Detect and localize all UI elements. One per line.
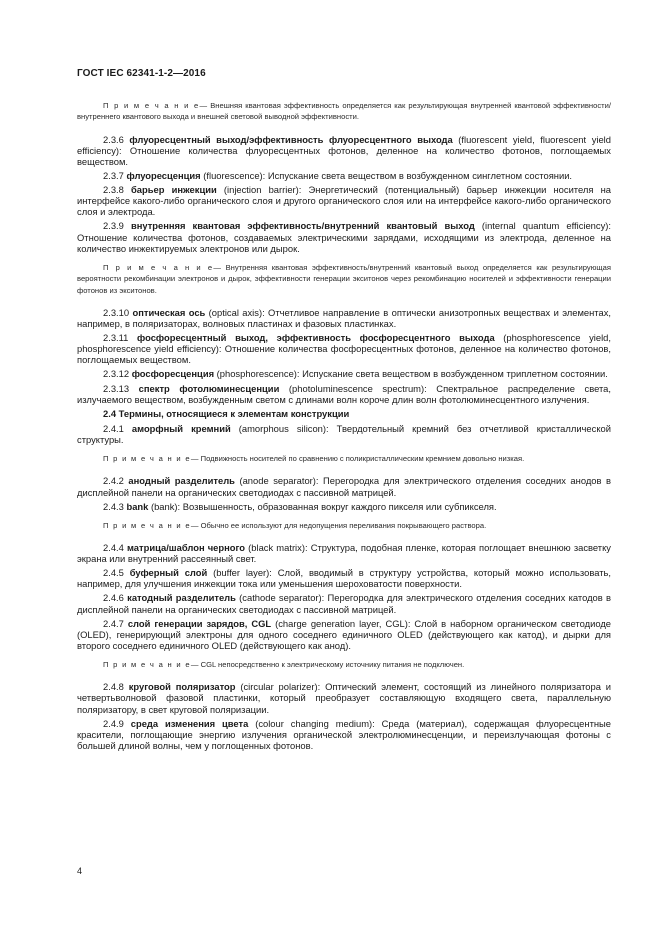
document-header: ГОСТ IEC 62341-1-2—2016 (77, 68, 206, 79)
term-definition (77, 592, 611, 614)
term-text: (phosphorescence yield, phosphorescence yield efficiency): Отношение количества фосфоресцентных фотонов, деленное на количество фотонов, поглощаемых веществом. (77, 332, 611, 366)
term-definition (77, 423, 611, 445)
term-number: 2.3.11 (103, 332, 129, 344)
term-text: (internal quantum efficiency): Отношение количества фотонов, создаваемых электрическими зарядами, исходящими из электрода, деленное на количество инжектируемых электронов или дырок. (77, 220, 611, 254)
term-name: слой генерации зарядов, CGL (127, 617, 272, 629)
term-name: буферный слой (129, 567, 208, 579)
note (77, 520, 611, 531)
note-text: — Подвижность носителей по сравнению с поликристаллическим кремнием довольно низкая. (190, 454, 525, 463)
term-number: 2.4.5 (103, 567, 124, 579)
term-definition (77, 542, 611, 564)
term-definition (77, 501, 611, 512)
term-text: (anode separator): Перегородка для электрического отделения соседних анодов в дисплейной панели на органических светодиодах с пассивной матрицей. (77, 475, 612, 498)
term-number: 2.3.6 (103, 133, 124, 145)
term-name: матрица/шаблон черного (127, 542, 246, 554)
term-definition (77, 184, 611, 217)
note-label: П р и м е ч а н и е (103, 520, 191, 530)
term-number: 2.3.13 (103, 382, 130, 394)
term-text: (circular polarizer): Оптический элемент, состоящий из линейного поляризатора и четвертьволновой фазовой пластинки, который преобразует составляющую входящего света, параллельную поляризатору, в свет круговой поляризации. (77, 681, 612, 715)
note (77, 100, 611, 123)
term-definition (77, 618, 611, 651)
term-definition (77, 332, 611, 365)
term-number: 2.4.9 (103, 717, 124, 729)
term-definition (77, 383, 611, 405)
term-text: (charge generation layer, CGL): Слой в наборном органическом светодиоде (OLED), генерирующий электроны для одного соседнего единичного OLED (действующего как катод), и дырки для второго соседнего единичного OLED (действующего как анод). (77, 617, 612, 651)
term-text: (bank): Возвышенность, образованная вокруг каждого пикселя или субпикселя. (148, 500, 497, 512)
note-label: П р и м е ч а н и е (103, 659, 191, 669)
term-number: 2.4.6 (103, 592, 124, 604)
term-name: круговой поляризатор (128, 681, 236, 693)
term-name: аморфный кремний (131, 422, 231, 434)
note-text: — Внутренняя квантовая эффективность/внутренний квантовый выход определяется как результирующая вероятности рекомбинации электронов и дырок, эффективности генерации экситонов через рекомбинацию носителей и эффективности генерации фотонов из экситонов. (77, 262, 611, 295)
term-number: 2.4.7 (103, 617, 124, 629)
term-number: 2.3.7 (103, 170, 124, 182)
term-number: 2.3.9 (103, 220, 124, 232)
term-text: (black matrix): Структура, подобная пленке, которая поглощает внешнюю засветку экрана или внутренний рассеянный свет. (77, 542, 611, 565)
term-number: 2.4.1 (103, 422, 124, 434)
term-definition (77, 170, 611, 181)
note-text: — Обычно ее используют для недопущения переливания покрывающего раствора. (190, 520, 487, 530)
term-definition (77, 718, 611, 751)
term-number: 2.4.8 (103, 681, 124, 693)
note-text: — Внешняя квантовая эффективность определяется как результирующая внутренней квантовой эффективности/внутреннего квантового выхода и внешней световой выводной эффективности. (77, 101, 611, 122)
term-number: 2.4.3 (103, 500, 124, 512)
term-text: (cathode separator): Перегородка для электрического отделения соседних катодов в дисплейной панели на органических светодиодах с пассивной матрицей. (77, 592, 611, 615)
term-name: анодный разделитель (128, 475, 235, 487)
term-definition (77, 567, 611, 589)
term-number: 2.3.12 (103, 368, 130, 380)
term-definition (77, 475, 611, 497)
term-text: (fluorescence): Испускание света веществом в возбужденном синглетном состоянии. (200, 170, 573, 182)
term-number: 2.4.4 (103, 542, 124, 554)
note-text: — CGL непосредственно к электрическому источнику питания не подключен. (190, 659, 465, 669)
term-name: среда изменения цвета (130, 717, 249, 729)
term-text: (fluorescent yield, fluorescent yield efficiency): Отношение количества флуоресцентных фотонов, деленное на количество фотонов, поглощаемых веществом. (77, 133, 611, 167)
term-name: спектр фотолюминесценции (138, 382, 280, 394)
term-number: 2.4.2 (103, 475, 124, 487)
term-definition (77, 220, 611, 253)
term-number: 2.3.10 (103, 306, 130, 318)
term-name: фосфоресценция (131, 368, 215, 380)
term-definition (77, 134, 611, 167)
term-text: (colour changing medium): Среда (материал), содержащая флуоресцентные красители, поглощающие энергию излучения органической электролюминесценции, и переизлучающая фотоны с большей длиной волны, чем у поглощенных фотонов. (77, 717, 611, 751)
term-definition (77, 681, 611, 714)
note-label: П р и м е ч а н и е (103, 101, 200, 110)
term-text: (injection barrier): Энергетический (потенциальный) барьер инжекции носителя на интерфейсе какого-либо органического слоя и другого органического слоя или на интерфейсе какого-либо органического слоя и электрода. (77, 184, 611, 218)
note (77, 453, 611, 464)
note-label: П р и м е ч а н и е (103, 454, 191, 463)
term-definition (77, 307, 611, 329)
term-text: (photoluminescence spectrum): Спектральное распределение света, излучаемого веществом, возбужденным светом с длинами волн короче длин волн фотолюминесцентного излучения. (77, 382, 612, 405)
term-number: 2.3.8 (103, 184, 124, 196)
term-name: катодный разделитель (127, 592, 236, 604)
term-name: флуоресцентный выход/эффективность флуоресцентного выхода (129, 133, 453, 145)
document-body (77, 100, 611, 751)
note (77, 262, 611, 296)
term-name: bank (126, 500, 149, 512)
page-number: 4 (77, 866, 83, 876)
term-name: флуоресценция (126, 170, 201, 182)
term-name: фосфоресцентный выход, эффективность фосфоресцентного выхода (137, 332, 495, 344)
term-name: внутренняя квантовая эффективность/внутренний квантовый выход (130, 220, 475, 232)
note (77, 659, 611, 670)
term-name: оптическая ось (132, 306, 206, 318)
term-text: (phosphorescence): Испускание света веществом в возбужденном триплетном состоянии. (214, 368, 608, 380)
section-heading: 2.4 Термины, относящиеся к элементам конструкции (103, 407, 350, 419)
term-text: (optical axis): Отчетливое направление в оптически анизотропных веществах и элементах, например, в поляризаторах, волновых пластинах и фазовых пластинках. (77, 306, 611, 330)
term-text: (buffer layer): Слой, вводимый в структуру устройства, который можно использовать, например, для улучшения инжекции тока или уменьшения шероховатости поверхности. (77, 567, 611, 590)
term-text: (amorphous silicon): Твердотельный кремний без отчетливой кристаллической структуры. (77, 422, 611, 445)
term-name: барьер инжекции (131, 184, 217, 196)
note-label: П р и м е ч а н и е (103, 262, 214, 272)
term-definition (77, 368, 611, 379)
